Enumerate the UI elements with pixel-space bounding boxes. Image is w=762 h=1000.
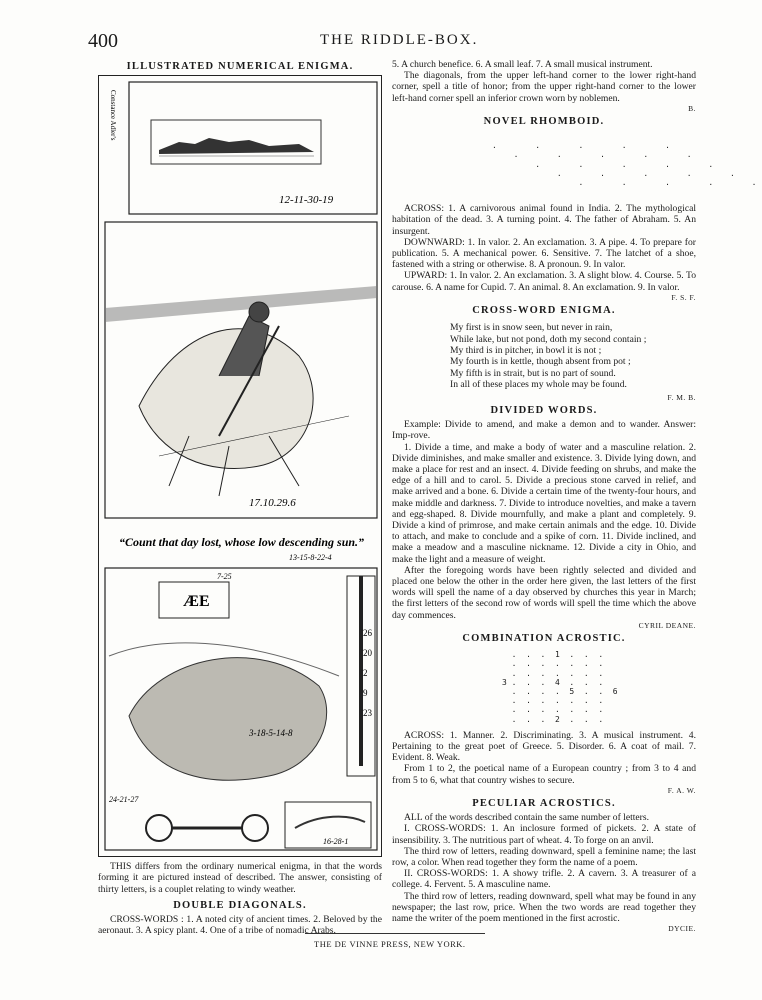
double-diagonals-text: CROSS-WORDS : 1. A noted city of ancient times. 2. Beloved by the aeronaut. 3. A spicy plant. 4. One of a tribe of nomadic Arabs. bbox=[98, 914, 382, 937]
enigma-illustration-svg bbox=[99, 76, 383, 856]
sword-number: 9 bbox=[363, 688, 368, 699]
sword-number: 20 bbox=[363, 648, 372, 659]
rhomboid-sig: F. S. F. bbox=[671, 292, 696, 302]
monogram-number: 7-25 bbox=[217, 572, 232, 582]
poem-line: My third is in pitcher, in bowl it is not ; bbox=[450, 345, 602, 357]
page-header bbox=[88, 30, 688, 52]
rhomboid-upward: UPWARD: 1. In valor. 2. An exclamation. 3. A slight blow. 4. Course. 5. To carouse. 6. A name for Cupid. 7. An animal. 8. An exclamation. 9. In valor. bbox=[392, 270, 696, 293]
crossword-title: CROSS-WORD ENIGMA. bbox=[472, 305, 616, 317]
poem-line: My first is in snow seen, but never in rain, bbox=[450, 322, 613, 334]
running-title: THE RIDDLE-BOX. bbox=[320, 32, 479, 48]
combination-diagram: . . . 1 . . . . . . . . . . . . . . . . . 3 . . . 4 . . . . . . . 5 . . 6 . . . . . . . . . . . . . . . . . 2 . . . bbox=[502, 650, 618, 724]
poem-line: My fifth is in strait, but is no part of sound. bbox=[450, 367, 616, 379]
combination-across: ACROSS: 1. Manner. 2. Discriminating. 3. A musical instrument. 4. Pertaining to the great poet of Greece. 5. Disorder. 6. A coat of mail. 7. Evident. 8. Weak. bbox=[392, 729, 696, 764]
rhomboid-across: ACROSS: 1. A carnivorous animal found in India. 2. The mythological habitation of the dead. 3. A turning point. 4. The father of Abraham. 5. An insurgent. bbox=[392, 203, 696, 237]
rhomboid-title: NOVEL RHOMBOID. bbox=[483, 116, 605, 128]
crossword-sig: F. M. B. bbox=[667, 392, 696, 402]
enigma-illustration bbox=[98, 75, 382, 857]
motto-text: “Count that day lost, whose low descending sun.” bbox=[119, 535, 365, 550]
divided-sig: CYRIL DEANE. bbox=[638, 620, 696, 630]
right-column bbox=[392, 59, 762, 934]
motto-numbers: 13-15-8-22-4 bbox=[289, 553, 332, 563]
peculiar-part1b: The third row of letters, reading downward, spell a feminine name; the last row, a color. When read together they form the name of a poem. bbox=[392, 845, 696, 869]
combination-from: From 1 to 2, the poetical name of a European country ; from 3 to 4 and from 5 to 6, what that country wishes to secure. bbox=[392, 763, 696, 786]
sword-number: 2 bbox=[363, 668, 368, 679]
peculiar-title: PECULIAR ACROSTICS. bbox=[472, 798, 616, 810]
divided-items: 1. Divide a time, and make a body of water and a masculine relation. 2. Divide diminishes, and make smaller and existence. 3. Divide lying down, and make a place for rest and an insect. 4. Divide feeding on shrubs, and make the edge of a hill and to carol. 5. Divide a precious stone carved in relief, and make arrived and a bone. 6. Divide a certain time of the twenty-four hours, and make middle and darkness. 7. Divide to introduce novelties, and make a tavern and egg-shaped. 8. Divide mournfully, and make a plant and completely. 9. Divide a kind of primrose, and make certain animals and the edge. 10. Divide to attach, and make to conclude and a spike of corn. 11. Divide inclined, and make a meadow and a masculine nickname. 12. Divide a city in Ohio, and make the light and a measure of weight. bbox=[392, 441, 696, 565]
footer-rule bbox=[305, 933, 485, 934]
crossword-poem bbox=[450, 322, 696, 390]
combination-sig: F. A. W. bbox=[667, 785, 696, 795]
vertical-label: Constance Adler's bbox=[109, 90, 117, 141]
peculiar-part1: I. CROSS-WORDS: 1. An inclosure formed of pickets. 2. A state of insensibility. 3. The nutritious part of wheat. 4. To forge on an anvil. bbox=[392, 823, 696, 846]
ship-number: 12-11-30-19 bbox=[279, 194, 334, 207]
divided-title: DIVIDED WORDS. bbox=[490, 404, 598, 416]
ship-icon bbox=[159, 138, 314, 154]
divided-example: Example: Divide to amend, and make a demon and to wander. Answer: Imp-rove. bbox=[392, 419, 696, 442]
svg-text:ÆE: ÆE bbox=[183, 593, 210, 611]
bird-number: 16-28-1 bbox=[323, 837, 349, 847]
bit-icon bbox=[146, 815, 172, 841]
whale-number: 3-18-5-14-8 bbox=[249, 728, 293, 739]
feather-icon bbox=[295, 817, 365, 828]
poem-line: While lake, but not pond, doth my second contain ; bbox=[450, 333, 647, 345]
double-diagonals-sig: B. bbox=[688, 103, 696, 113]
sword-number: 26 bbox=[363, 628, 372, 639]
footer-imprint: THE DE VINNE PRESS, NEW YORK. bbox=[314, 939, 466, 949]
horse-number: 17.10.29.6 bbox=[249, 497, 296, 510]
peculiar-intro: ALL of the words described contain the same number of letters. bbox=[404, 812, 650, 824]
rhomboid-diagram: . . . . . . . . . . . . . . . . . . . . . . . . . bbox=[492, 141, 762, 188]
page-number: 400 bbox=[88, 30, 118, 52]
double-diagonals-desc: The diagonals, from the upper left-hand corner to the lower right-hand corner, spell a title of honor; from the upper right-hand corner to the lower left-hand corner spell an inferior crown worn by noblemen. bbox=[392, 70, 696, 104]
whale-icon bbox=[129, 658, 327, 781]
combination-title: COMBINATION ACROSTIC. bbox=[462, 632, 626, 644]
rhomboid-downward: DOWNWARD: 1. In valor. 2. An exclamation. 3. A pipe. 4. To prepare for publication. 5. A mechanical power. 6. Sensitive. 7. The latchet of a shoe, fastened with a string or otherwise. 8. A pronoun. 9. In valor. bbox=[392, 236, 696, 271]
peculiar-sig: DYCIE. bbox=[668, 924, 696, 934]
poem-line: My fourth is in kettle, though absent from pot ; bbox=[450, 356, 631, 368]
illustrated-title: ILLUSTRATED NUMERICAL ENIGMA. bbox=[126, 61, 354, 72]
enigma-caption: THIS differs from the ordinary numerical enigma, in that the words forming it are pictured instead of described. The answer, consisting of thirty letters, is a couplet relating to windy weather. bbox=[98, 861, 382, 895]
double-diagonals-title: DOUBLE DIAGONALS. bbox=[173, 899, 307, 911]
poem-line: In all of these places my whole may be found. bbox=[450, 379, 627, 391]
sword-number: 23 bbox=[363, 708, 372, 719]
bit-number: 24-21-27 bbox=[109, 795, 139, 805]
left-column bbox=[98, 59, 382, 936]
peculiar-part2b: The third row of letters, reading downward, spell what may be found in any newspaper; the last row, price. When the two words are read together they name the writer of the poem mentioned in the first acrostic. bbox=[392, 890, 696, 925]
peculiar-part2: II. CROSS-WORDS: 1. A showy trifle. 2. A cavern. 3. A treasurer of a college. 4. Fervent. 5. A masculine name. bbox=[392, 868, 696, 891]
double-diagonals-cont: 5. A church benefice. 6. A small leaf. 7. A small musical instrument. bbox=[392, 59, 653, 70]
divided-after: After the foregoing words have been rightly selected and divided and placed one below the other in the order here given, the last letters of the first words will spell the name of a day observed by churches this year in March; the first letters of the second row of words will spell the time which the above day commences. bbox=[392, 564, 696, 621]
